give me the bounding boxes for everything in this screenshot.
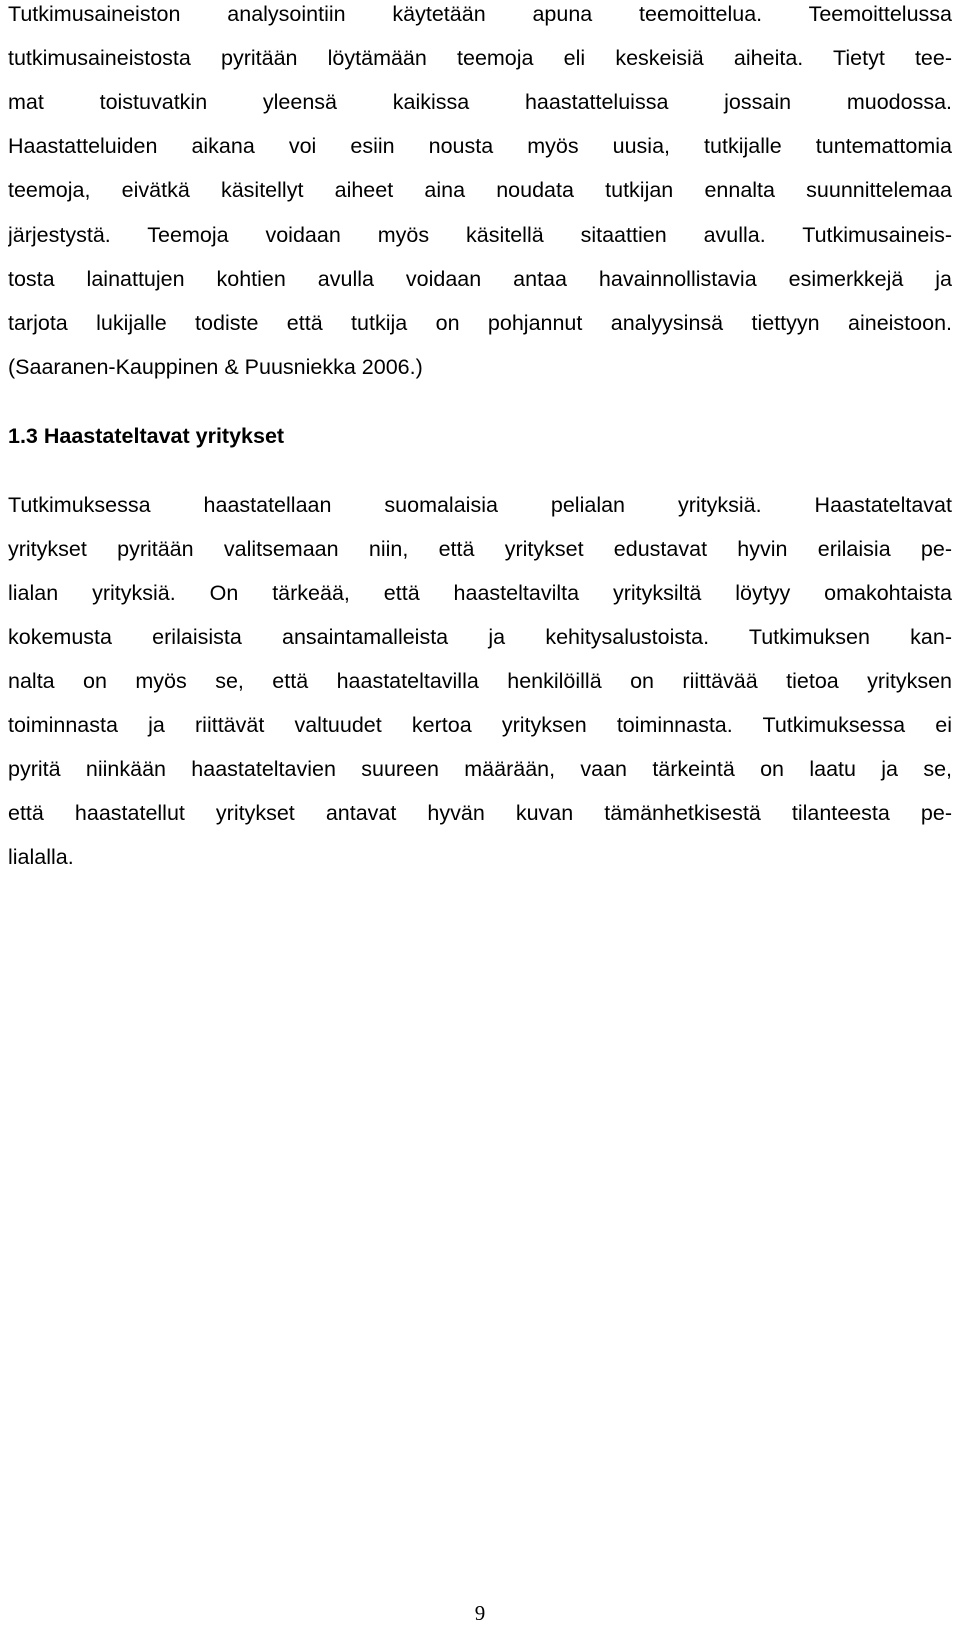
paragraph-1-line-9: (Saaranen-Kauppinen & Puusniekka 2006.) bbox=[8, 355, 423, 379]
paragraph-1-line-8: tarjota lukijalle todiste että tutkija on pohjannut analyysinsä tiettyyn aineistoon. bbox=[8, 311, 952, 335]
paragraph-1-line-1: Tutkimusaineiston analysointiin käytetään apuna teemoittelua. Teemoittelussa bbox=[8, 2, 952, 26]
paragraph-2-line-1: Tutkimuksessa haastatellaan suomalaisia pelialan yrityksiä. Haastateltavat bbox=[8, 493, 952, 517]
paragraph-2-line-8: että haastatellut yritykset antavat hyvän kuvan tämänhetkisestä tilanteesta pe- bbox=[8, 801, 952, 825]
paragraph-1-line-5: teemoja, eivätkä käsitellyt aiheet aina noudata tutkijan ennalta suunnittelemaa bbox=[8, 178, 952, 202]
paragraph-2-line-3: lialan yrityksiä. On tärkeää, että haasteltavilta yrityksiltä löytyy omakohtaista bbox=[8, 581, 952, 605]
paragraph-2-line-9: lialalla. bbox=[8, 845, 74, 869]
paragraph-2-line-2: yritykset pyritään valitsemaan niin, että yritykset edustavat hyvin erilaisia pe- bbox=[8, 537, 952, 561]
page-number: 9 bbox=[474, 1601, 486, 1625]
paragraph-2-line-6: toiminnasta ja riittävät valtuudet kertoa yrityksen toiminnasta. Tutkimuksessa ei bbox=[8, 713, 952, 737]
paragraph-1-line-4: Haastatteluiden aikana voi esiin nousta myös uusia, tutkijalle tuntemattomia bbox=[8, 134, 952, 158]
document-page bbox=[8, 0, 952, 1640]
section-heading: 1.3 Haastateltavat yritykset bbox=[8, 424, 285, 448]
paragraph-2-line-4: kokemusta erilaisista ansaintamalleista ja kehitysalustoista. Tutkimuksen kan- bbox=[8, 625, 952, 649]
paragraph-1-line-3: mat toistuvatkin yleensä kaikissa haastatteluissa jossain muodossa. bbox=[8, 90, 952, 114]
paragraph-2-line-5: nalta on myös se, että haastateltavilla henkilöillä on riittävää tietoa yrityksen bbox=[8, 669, 952, 693]
paragraph-1-line-2: tutkimusaineistosta pyritään löytämään teemoja eli keskeisiä aiheita. Tietyt tee- bbox=[8, 46, 952, 70]
paragraph-1-line-6: järjestystä. Teemoja voidaan myös käsitellä sitaattien avulla. Tutkimusaineis- bbox=[8, 223, 952, 247]
paragraph-1-line-7: tosta lainattujen kohtien avulla voidaan antaa havainnollistavia esimerkkejä ja bbox=[8, 267, 952, 291]
paragraph-2-line-7: pyritä niinkään haastateltavien suureen määrään, vaan tärkeintä on laatu ja se, bbox=[8, 757, 952, 781]
